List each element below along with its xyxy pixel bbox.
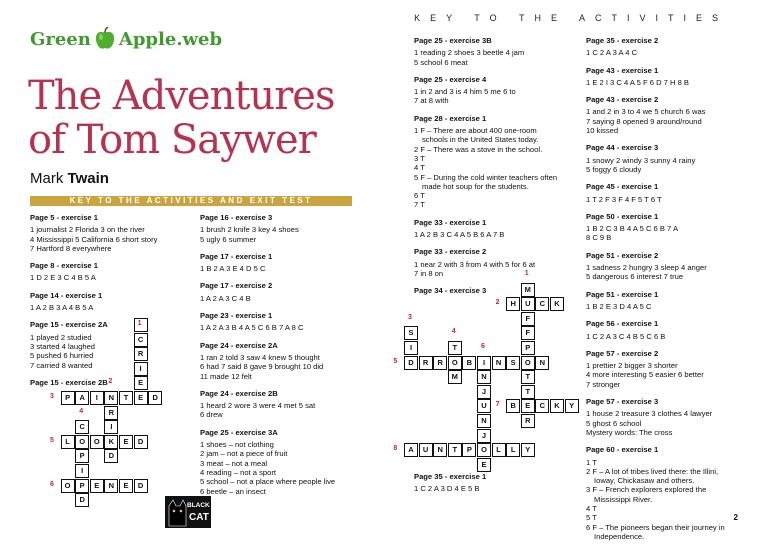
answer-section bbox=[200, 389, 360, 420]
answer-line: 1 reading 2 shoes 3 beetle 4 jam bbox=[414, 48, 525, 58]
answer-section bbox=[586, 36, 746, 58]
crossword-cell: N bbox=[535, 356, 549, 370]
answer-line: Mississippi River. bbox=[594, 494, 653, 504]
crossword-cell: I bbox=[104, 420, 118, 434]
crossword-cell: E bbox=[521, 399, 535, 413]
crossword-cell: N bbox=[492, 356, 506, 370]
crossword-cell: R bbox=[419, 356, 433, 370]
section-title: Page 43 - exercise 1 bbox=[586, 65, 659, 75]
answer-line: 6 T bbox=[414, 191, 425, 201]
crossword-cell: T bbox=[119, 391, 133, 405]
crossword-cell: D bbox=[134, 435, 148, 449]
answer-line: 10 kissed bbox=[586, 126, 619, 136]
answer-line: 3 T bbox=[414, 153, 425, 163]
answer-line: 1 T 2 F 3 F 4 F 5 T 6 T bbox=[586, 194, 662, 204]
crossword-cell: I bbox=[477, 356, 491, 370]
answer-line: 2 jam – not a piece of fruit bbox=[200, 449, 288, 459]
answer-section bbox=[586, 182, 746, 204]
crossword-cell: Y bbox=[565, 399, 579, 413]
section-title: Page 17 - exercise 1 bbox=[200, 251, 273, 261]
section-title: Page 17 - exercise 2 bbox=[200, 281, 273, 291]
crossword-cell: R bbox=[521, 414, 535, 428]
answer-line: 1 B 2 E 3 D 4 A 5 C bbox=[586, 301, 652, 311]
answer-section bbox=[586, 212, 746, 243]
page-number: 2 bbox=[733, 513, 738, 522]
answer-line: 1 C 2 A 3 C 4 B 5 C 6 B bbox=[586, 331, 666, 341]
crossword-cell: O bbox=[521, 356, 535, 370]
answer-line: 5 T bbox=[586, 513, 597, 523]
answer-line: 2 F – There was a stove in the school. bbox=[414, 144, 543, 154]
crossword-clue-number: 1 bbox=[524, 270, 529, 277]
answer-section bbox=[586, 143, 746, 174]
crossword-cell: B bbox=[506, 399, 520, 413]
crossword-cell: E bbox=[119, 435, 133, 449]
answer-section bbox=[414, 36, 574, 67]
answer-section bbox=[200, 428, 360, 496]
answer-line: 2 F – A lot of tribes lived there: the Illini, bbox=[586, 466, 719, 476]
answer-section bbox=[200, 213, 360, 244]
crossword-cell: D bbox=[134, 479, 148, 493]
crossword-cell: E bbox=[134, 376, 148, 390]
crossword-cell: R bbox=[134, 347, 148, 361]
answer-section bbox=[586, 95, 746, 135]
crossword-cell: K bbox=[550, 297, 564, 311]
answer-line: 1 sadness 2 hungry 3 sleep 4 anger bbox=[586, 263, 707, 273]
answer-line: 6 had 7 said 8 gave 9 brought 10 did bbox=[200, 362, 324, 372]
crossword-clue-number: 6 bbox=[481, 343, 485, 350]
answer-line: 4 T bbox=[586, 503, 597, 513]
crossword-cell: R bbox=[433, 356, 447, 370]
answer-line: 1 house 2 treasure 3 clothes 4 lawyer bbox=[586, 409, 713, 419]
answer-section bbox=[200, 281, 360, 303]
crossword-cell: T bbox=[448, 341, 462, 355]
section-title: Page 24 - exercise 2B bbox=[200, 388, 278, 398]
crossword-cell: N bbox=[477, 370, 491, 384]
crossword-clue-number: 1 bbox=[137, 320, 142, 327]
section-title: Page 23 - exercise 1 bbox=[200, 311, 273, 321]
answer-line: 1 A 2 A 3 B 4 A 5 C 6 B 7 A 8 C bbox=[200, 323, 304, 333]
section-title: Page 5 - exercise 1 bbox=[30, 213, 98, 222]
crossword-cell: K bbox=[104, 435, 118, 449]
author-first: Mark bbox=[30, 170, 64, 187]
crossword-cell: N bbox=[477, 414, 491, 428]
answer-section bbox=[586, 319, 746, 341]
answer-line: 3 F – French explorers explored the bbox=[586, 485, 707, 495]
answer-line: 7 T bbox=[414, 200, 425, 210]
crossword-cell: J bbox=[477, 429, 491, 443]
publisher-logo bbox=[165, 496, 211, 528]
section-title: Page 33 - exercise 1 bbox=[414, 217, 487, 227]
crossword-cell: C bbox=[535, 399, 549, 413]
answer-line: 1 shoes – not clothing bbox=[200, 440, 274, 450]
answer-line: 4 Mississippi 5 California 6 short story bbox=[30, 234, 158, 244]
brand-word-1: Green bbox=[30, 28, 91, 50]
answer-line: 1 B 2 C 3 B 4 A 5 C 6 B 7 A bbox=[586, 224, 679, 234]
publisher-logo-line-2: CAT bbox=[189, 512, 209, 523]
left-section-header: KEY TO THE ACTIVITIES AND EXIT TEST bbox=[30, 196, 352, 206]
crossword-cell: A bbox=[404, 443, 418, 457]
crossword-cell: D bbox=[148, 391, 162, 405]
answer-line: 1 journalist 2 Florida 3 on the river bbox=[30, 225, 145, 235]
apple-icon bbox=[94, 27, 116, 51]
answer-line: 5 foggy 6 cloudy bbox=[586, 164, 642, 174]
crossword-cell: O bbox=[477, 443, 491, 457]
crossword-cell: O bbox=[448, 356, 462, 370]
answer-line: 1 prettier 2 bigger 3 shorter bbox=[586, 361, 678, 371]
answer-line: 1 D 2 E 3 C 4 B 5 A bbox=[30, 273, 96, 283]
crossword-cell: S bbox=[506, 356, 520, 370]
crossword-clue-number: 5 bbox=[50, 436, 54, 444]
answer-section bbox=[30, 291, 190, 313]
crossword-cell: N bbox=[104, 391, 118, 405]
crossword-cell: P bbox=[75, 479, 89, 493]
crossword-cell: T bbox=[448, 443, 462, 457]
crossword-cell: P bbox=[462, 443, 476, 457]
crossword-cell: J bbox=[477, 385, 491, 399]
section-title: Page 45 - exercise 1 bbox=[586, 182, 659, 192]
answer-line: 7 at 8 with bbox=[414, 96, 449, 106]
column-1 bbox=[30, 213, 190, 395]
section-title: Page 51 - exercise 2 bbox=[586, 250, 659, 260]
answer-section bbox=[414, 114, 574, 210]
answer-line: 1 played 2 studied bbox=[30, 332, 92, 342]
crossword-cell: K bbox=[550, 399, 564, 413]
crossword-clue-number: 3 bbox=[50, 393, 54, 400]
brand-logo bbox=[30, 24, 222, 54]
answer-line: Ioway, Chickasaw and others. bbox=[594, 476, 695, 486]
crossword-cell: L bbox=[61, 435, 75, 449]
section-title: Page 15 - exercise 2A bbox=[30, 320, 108, 330]
crossword-cell: I bbox=[90, 391, 104, 405]
crossword-cell: M bbox=[448, 370, 462, 384]
section-title: Page 44 - exercise 3 bbox=[586, 143, 659, 153]
section-title: Page 24 - exercise 2A bbox=[200, 340, 278, 350]
answer-line: 1 F – There are about 400 one-room bbox=[414, 126, 537, 136]
crossword-clue-number: 6 bbox=[50, 480, 54, 488]
crossword-cell: T bbox=[521, 385, 535, 399]
section-title: Page 57 - exercise 3 bbox=[586, 397, 659, 407]
section-title: Page 50 - exercise 1 bbox=[586, 211, 659, 221]
answer-section bbox=[586, 349, 746, 389]
crossword-cell: U bbox=[419, 443, 433, 457]
crossword-clue-number: 4 bbox=[79, 407, 84, 415]
column-2 bbox=[200, 213, 360, 504]
answer-section bbox=[200, 311, 360, 333]
answer-line: 5 ghost 6 school bbox=[586, 418, 642, 428]
answer-section bbox=[30, 320, 190, 369]
answer-line: 5 school 6 meat bbox=[414, 57, 468, 67]
answer-line: 1 T bbox=[586, 457, 597, 467]
crossword-cell: S bbox=[404, 326, 418, 340]
crossword-cell: A bbox=[75, 391, 89, 405]
answer-line: 8 C 9 B bbox=[586, 233, 612, 243]
crossword-cell: N bbox=[433, 443, 447, 457]
section-title: Page 8 - exercise 1 bbox=[30, 261, 98, 271]
book-title-line-2: of Tom Saywer bbox=[28, 117, 316, 163]
crossword-cell: I bbox=[75, 464, 89, 478]
section-title: Page 25 - exercise 3B bbox=[414, 36, 492, 45]
answer-line: 5 F – During the cold winter teachers often bbox=[414, 172, 558, 182]
crossword-clue-number: 5 bbox=[393, 357, 398, 365]
answer-line: 6 drew bbox=[200, 410, 223, 420]
answer-line: 1 C 2 A 3 D 4 E 5 B bbox=[414, 484, 480, 494]
crossword-cell: R bbox=[104, 406, 118, 420]
answer-section bbox=[30, 261, 190, 283]
crossword-cell: E bbox=[477, 458, 491, 472]
section-title: Page 43 - exercise 2 bbox=[586, 95, 659, 105]
answer-line: 3 started 4 laughed bbox=[30, 341, 96, 351]
crossword-clue-number: 8 bbox=[393, 445, 398, 453]
answer-line: 1 heard 2 wore 3 were 4 met 5 sat bbox=[200, 401, 316, 411]
answer-line: 1 near 2 with 3 from 4 with 5 for 6 at bbox=[414, 259, 536, 269]
crossword-cell: Y bbox=[521, 443, 535, 457]
section-title: Page 16 - exercise 3 bbox=[200, 213, 273, 222]
crossword-cell: F bbox=[521, 312, 535, 326]
answer-line: 1 A 2 B 3 C 4 A 5 B 6 A 7 B bbox=[414, 230, 505, 240]
answer-line: 1 C 2 A 3 A 4 C bbox=[586, 48, 638, 58]
crossword-clue-number: 4 bbox=[451, 328, 456, 336]
crossword-clue-number: 7 bbox=[495, 401, 500, 409]
crossword-cell: U bbox=[521, 297, 535, 311]
answer-line: 7 saying 8 opened 9 around/round bbox=[586, 116, 702, 126]
crossword-cell: M bbox=[521, 283, 535, 297]
column-4 bbox=[586, 36, 746, 544]
answer-section bbox=[586, 290, 746, 312]
answer-line: 7 carried 8 wanted bbox=[30, 360, 93, 370]
section-title: Page 15 - exercise 2B bbox=[30, 377, 108, 387]
section-title: Page 57 - exercise 2 bbox=[586, 348, 659, 358]
answer-section bbox=[200, 341, 360, 381]
section-title: Page 60 - exercise 1 bbox=[586, 445, 659, 455]
answer-section bbox=[30, 213, 190, 253]
author-last: Twain bbox=[67, 170, 109, 187]
answer-line: 1 E 2 I 3 C 4 A 5 F 6 D 7 H 8 B bbox=[586, 77, 689, 87]
crossword-cell: D bbox=[404, 356, 418, 370]
crossword-cell: E bbox=[90, 479, 104, 493]
section-title: Page 14 - exercise 1 bbox=[30, 290, 103, 300]
crossword-cell: N bbox=[104, 479, 118, 493]
answer-line: 3 meat – not a meal bbox=[200, 458, 268, 468]
answer-line: 5 dangerous 6 interest 7 true bbox=[586, 272, 684, 282]
crossword-cell: I bbox=[134, 362, 148, 376]
crossword-cell: T bbox=[521, 370, 535, 384]
book-title-line-1: The Adventures bbox=[28, 73, 335, 119]
answer-line: 1 A 2 B 3 A 4 B 5 A bbox=[30, 303, 94, 313]
right-running-header: KEY TO THE ACTIVITIES bbox=[414, 13, 728, 23]
answer-line: 1 snowy 2 windy 3 sunny 4 rainy bbox=[586, 155, 696, 165]
section-title: Page 33 - exercise 2 bbox=[414, 247, 487, 257]
crossword-cell: P bbox=[75, 449, 89, 463]
author bbox=[30, 170, 109, 187]
crossword-cell: U bbox=[477, 399, 491, 413]
crossword-cell: H bbox=[506, 297, 520, 311]
answer-line: 1 and 2 in 3 to 4 we 5 church 6 was bbox=[586, 107, 706, 117]
answer-line: schools in the United States today. bbox=[422, 135, 539, 145]
crossword-clue-number: 2 bbox=[495, 299, 500, 307]
section-title: Page 28 - exercise 1 bbox=[414, 113, 487, 123]
crossword-cell: P bbox=[61, 391, 75, 405]
answer-section bbox=[586, 397, 746, 437]
crossword-cell: L bbox=[506, 443, 520, 457]
crossword-clue-number: 2 bbox=[108, 378, 113, 386]
publisher-logo-line-1: BLACK bbox=[187, 502, 210, 509]
answer-line: 1 B 2 A 3 E 4 D 5 C bbox=[200, 264, 266, 274]
answer-line: 7 Hartford 8 everywhere bbox=[30, 243, 112, 253]
crossword-cell: O bbox=[75, 435, 89, 449]
answer-line: 1 brush 2 knife 3 key 4 shoes bbox=[200, 225, 299, 235]
crossword-cell: O bbox=[90, 435, 104, 449]
answer-line: 11 made 12 felt bbox=[200, 371, 252, 381]
answer-line: 6 beetle – an insect bbox=[200, 486, 266, 496]
answer-section bbox=[414, 247, 574, 278]
section-title: Page 25 - exercise 4 bbox=[414, 74, 487, 84]
answer-line: made hot soup for the students. bbox=[422, 181, 529, 191]
section-title: Page 56 - exercise 1 bbox=[586, 319, 659, 329]
crossword-cell: E bbox=[119, 479, 133, 493]
answer-line: 5 pushed 6 hurried bbox=[30, 351, 94, 361]
crossword-cell: C bbox=[75, 420, 89, 434]
answer-line: 4 reading – not a sport bbox=[200, 467, 276, 477]
brand-word-2: Apple.web bbox=[118, 28, 223, 50]
answer-line: Mystery words: The cross bbox=[586, 427, 673, 437]
answer-section bbox=[586, 66, 746, 88]
answer-line: 1 A 2 A 3 C 4 B bbox=[200, 293, 251, 303]
answer-line: 4 more interesting 5 easier 6 better bbox=[586, 370, 704, 380]
crossword-cell: F bbox=[521, 326, 535, 340]
section-title: Page 35 - exercise 1 bbox=[414, 472, 487, 481]
crossword-cell: E bbox=[134, 391, 148, 405]
section-title: Page 25 - exercise 3A bbox=[200, 427, 278, 437]
section-title: Page 51 - exercise 1 bbox=[586, 289, 659, 299]
answer-section bbox=[586, 251, 746, 282]
column-3-bottom bbox=[414, 472, 574, 502]
crossword-cell: L bbox=[492, 443, 506, 457]
answer-section bbox=[414, 75, 574, 106]
crossword-cell: D bbox=[104, 449, 118, 463]
answer-line: 6 F – The pioneers began their journey in bbox=[586, 522, 725, 532]
crossword-clue-number: 3 bbox=[408, 313, 412, 321]
answer-line: 7 stronger bbox=[586, 379, 621, 389]
answer-line: 5 school – not a place where people live bbox=[200, 477, 336, 487]
crossword-cell: I bbox=[404, 341, 418, 355]
crossword-cell: P bbox=[521, 341, 535, 355]
column-3 bbox=[414, 36, 574, 307]
answer-line: Independence. bbox=[594, 531, 645, 541]
crossword-cell: C bbox=[134, 333, 148, 347]
answer-line: 7 in 8 on bbox=[414, 268, 444, 278]
answer-section bbox=[414, 472, 574, 494]
answer-section bbox=[586, 445, 746, 541]
answer-line: 1 in 2 and 3 is 4 him 5 me 6 to bbox=[414, 87, 516, 97]
answer-section bbox=[414, 286, 574, 295]
answer-line: 4 T bbox=[414, 163, 425, 173]
answer-section bbox=[414, 218, 574, 240]
answer-line: 5 ugly 6 summer bbox=[200, 234, 257, 244]
answer-line: 1 ran 2 told 3 saw 4 knew 5 thought bbox=[200, 352, 320, 362]
book-title bbox=[28, 74, 335, 162]
crossword-cell: O bbox=[61, 479, 75, 493]
crossword-cell: B bbox=[462, 356, 476, 370]
answer-section bbox=[200, 252, 360, 274]
crossword-cell: C bbox=[535, 297, 549, 311]
crossword-cell: D bbox=[75, 493, 89, 507]
section-title: Page 34 - exercise 3 bbox=[414, 286, 487, 296]
section-title: Page 35 - exercise 2 bbox=[586, 36, 659, 45]
